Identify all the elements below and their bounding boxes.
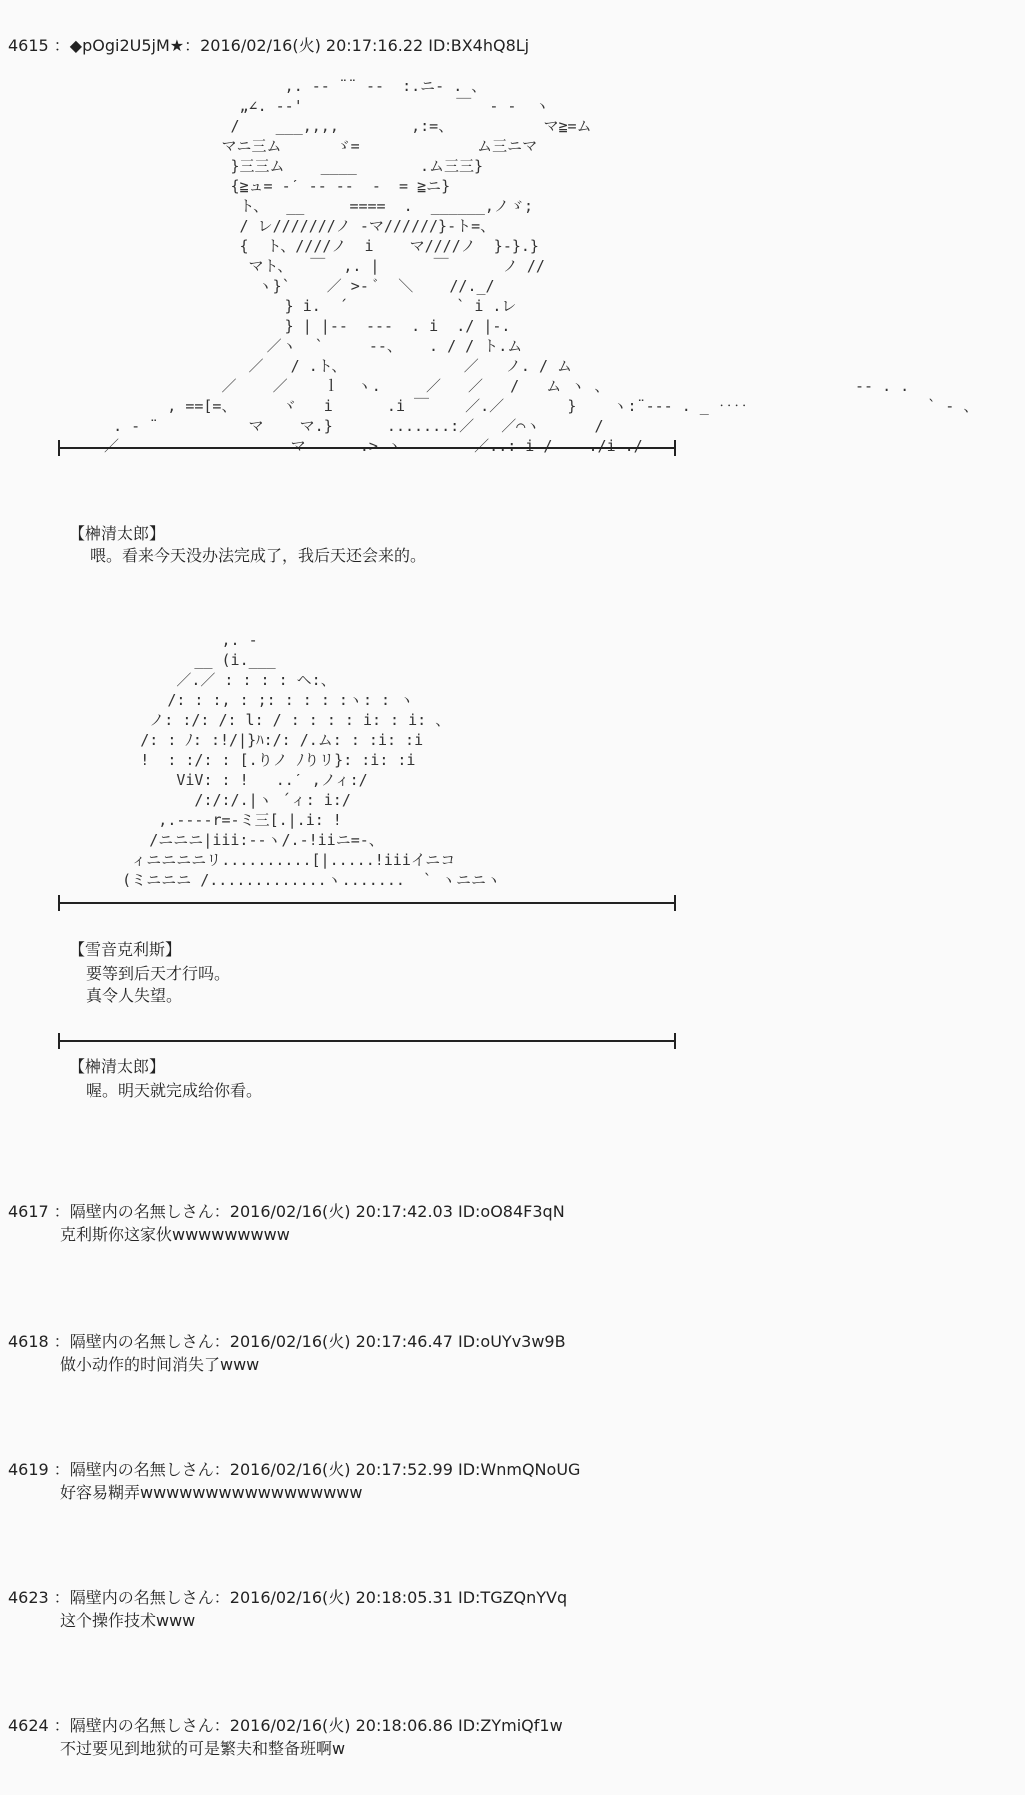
dialogue-line: 喂。看来今天没办法完成了，我后天还会来的。 — [90, 546, 427, 565]
dialogue-text — [86, 1080, 262, 1102]
ascii-art-man: ,. -‐ ¨¨ ‐- :.ニ- . 、 „∠. -‐' ￣ ‐ - ヽ / ___,,,, ,:=、 マ≧=ム マニ三ム ゞ= ム三ニマ }三三ム ____ .ム三三} {≧ュ= -ˊ ‐‐ ‐‐ ‐ = ≧ニ} ト、 __ ==== . ______,ノゞ; / レ///////ノ ‐マ//////}‐ト=、 { ト、////ノ i マ////ノ }‐}.} マト、 ￣ ,. | ￣ ノ // ヽ}` ／ >‐ ﾞ ＼ //._/ } i. ´ ` i .レ } | |‐‐ ‐‐‐ . i ./ |‐. ／ヽ ` ‐‐、 . / / ト.ム ／ / .ト、 ／ ノ. / ム ／ ／ ｌ ヽ. ／ ／ / ム ヽ 、 , ==[=、 ヾ i .i ￣ ／.／ } ヽ:¨‐‐- . _ ‥‥ . ‐ ¨ マ マ.} .......:／ ／⌒ヽ / ／ マ .> ヽ ／..: i / ./i ./ — [104, 77, 748, 455]
post-header: 4619 ：隔壁内の名無しさん：2016/02/16(火) 20:17:52.99 ID:WnmQNoUG — [8, 1460, 581, 1479]
post-body: 不过要见到地狱的可是繁夫和整备班啊w — [60, 1739, 346, 1758]
post-body: 好容易糊弄wwwwwwwwwwwwwwwww — [60, 1483, 363, 1502]
dialogue-text — [86, 963, 230, 1007]
post-header: 4623 ：隔壁内の名無しさん：2016/02/16(火) 20:18:05.31 ID:TGZQnYVq — [8, 1588, 568, 1607]
dialogue-text — [90, 545, 426, 567]
divider-line — [58, 902, 676, 904]
divider-line — [58, 1040, 676, 1042]
speaker-label: 【雪音克利斯】 — [69, 940, 182, 959]
post-header: 4618 ：隔壁内の名無しさん：2016/02/16(火) 20:17:46.47 ID:oUYv3w9B — [8, 1332, 566, 1351]
post-header: 4624 ：隔壁内の名無しさん：2016/02/16(火) 20:18:06.86 ID:ZYmiQf1w — [8, 1716, 563, 1735]
post-header: 4615 ：◆pOgi2U5jM★：2016/02/16(火) 20:17:16.22 ID:BX4hQ8Lj — [8, 36, 530, 55]
post-body: 做小动作的时间消失了www — [60, 1355, 260, 1374]
speaker-label: 【榊清太郎】 — [69, 1057, 166, 1076]
speaker-label: 【榊清太郎】 — [69, 524, 166, 543]
dialogue-line: 要等到后天才行吗。 — [86, 964, 231, 983]
dialogue-line: 喔。明天就完成给你看。 — [86, 1081, 263, 1100]
post-body: 这个操作技术www — [60, 1611, 196, 1630]
dialogue-line: 真令人失望。 — [86, 986, 183, 1005]
post-body: 克利斯你这家伙wwwwwwwww — [60, 1225, 290, 1244]
ascii-art-chris: ,. - __ (i.___ ／.／ : : : : ヘ:、 /: : :, : ;: : : : :ヽ: : ヽ ノ: :/: /: l: / : : : : i: : i: 、 /: : ﾉ: :!/|}ﾊ:/: /.ム: : :i: :i ! : :/: : [.りノ ﾉりリ}: :i: :i ViV: : ! ..ˊ ,ノィ:/ /:/:/.|ヽ ´ィ: i:/ ,.---‐r=‐ミ三[.|.i: ! /ニニニ|iii:‐‐ヽ/.‐!iiニ=‐、 ィニニニニリ..........[|.....!iiiイニコ (ミニニニ /.............ヽ....... ` ヽニニヽ — [122, 631, 502, 889]
ascii-art-man-tail: ‐‐ . . ` ‐ 、 — [855, 377, 979, 415]
post-header: 4617 ：隔壁内の名無しさん：2016/02/16(火) 20:17:42.03 ID:oO84F3qN — [8, 1202, 565, 1221]
divider-line — [58, 447, 676, 449]
